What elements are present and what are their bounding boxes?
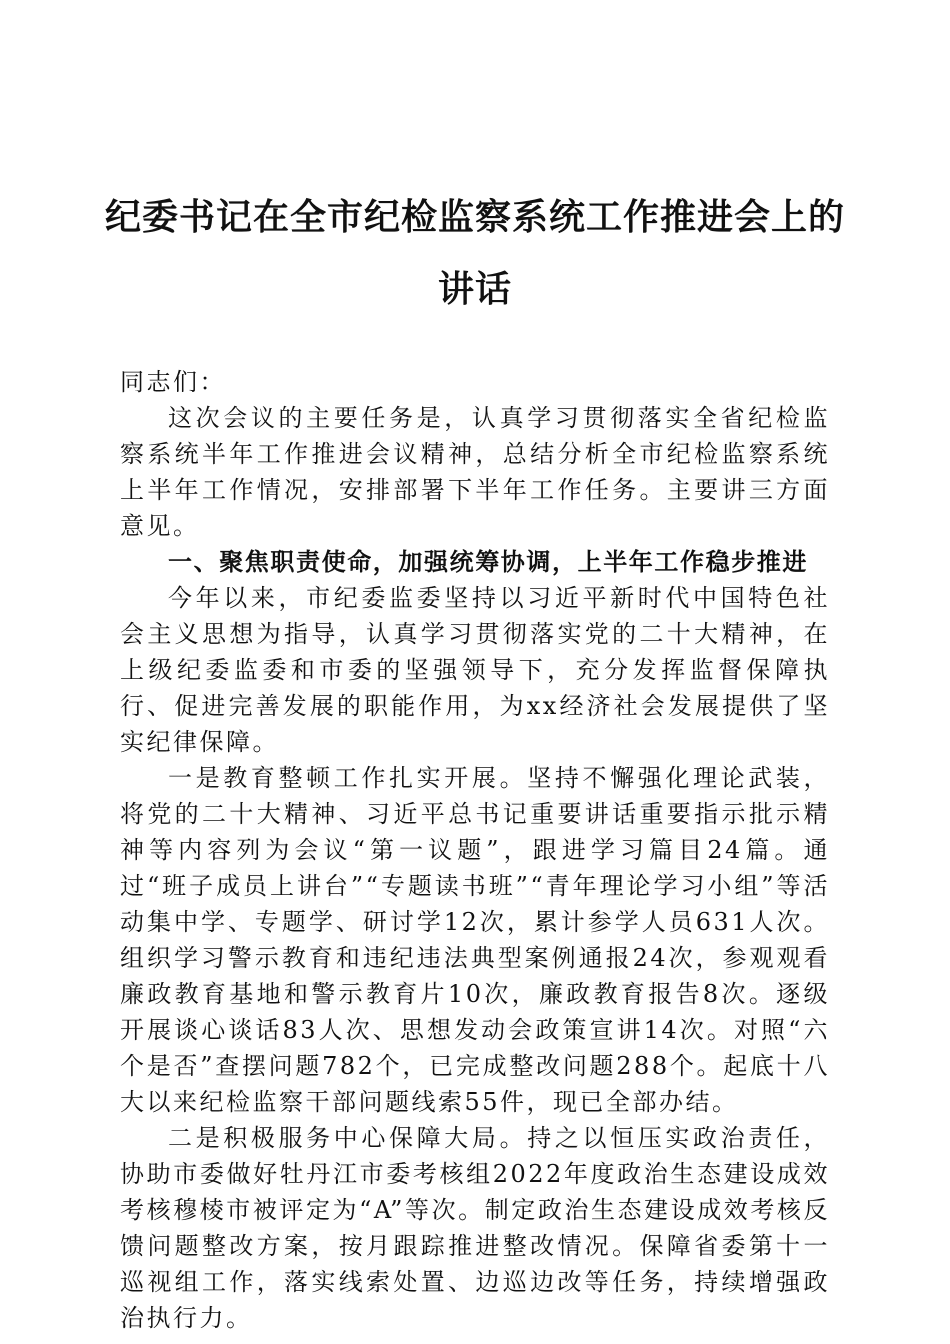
paragraph-overview: 今年以来，市纪委监委坚持以习近平新时代中国特色社会主义思想为指导，认真学习贯彻落实党的二十大精神，在上级纪委监委和市委的坚强领导下，充分发挥监督保障执行、促进完善发展的职能作用，为xx经济社会发展提供了坚实纪律保障。 (120, 584, 830, 756)
section-1-heading: 一、聚焦职责使命，加强统筹协调，上半年工作稳步推进 (168, 548, 808, 576)
paragraph-service-center: 二是积极服务中心保障大局。持之以恒压实政治责任，协助市委做好牡丹江市委考核组2022年度政治生态建设成效考核穆棱市被评定为“A”等次。制定政治生态建设成效考核反馈问题整改方案，按月跟踪推进整改情况。保障省委第十一巡视组工作，落实线索处置、边巡边改等任务，持续增强政治执行力。 (120, 1124, 830, 1332)
document-body (120, 364, 830, 1336)
paragraph-education-rectification: 一是教育整顿工作扎实开展。坚持不懈强化理论武装，将党的二十大精神、习近平总书记重要讲话重要指示批示精神等内容列为会议“第一议题”，跟进学习篇目24篇。通过“班子成员上讲台”“专题读书班”“青年理论学习小组”等活动集中学、专题学、研讨学12次，累计参学人员631人次。组织学习警示教育和违纪违法典型案例通报24次，参观观看廉政教育基地和警示教育片10次，廉政教育报告8次。逐级开展谈心谈话83人次、思想发动会政策宣讲14次。对照“六个是否”查摆问题782个，已完成整改问题288个。起底十八大以来纪检监察干部问题线索55件，现已全部办结。 (120, 764, 830, 1116)
intro-paragraph: 这次会议的主要任务是，认真学习贯彻落实全省纪检监察系统半年工作推进会议精神，总结分析全市纪检监察系统上半年工作情况，安排部署下半年工作任务。主要讲三方面意见。 (120, 404, 830, 540)
salutation: 同志们： (120, 368, 226, 396)
document-title-line-2: 讲话 (437, 269, 512, 310)
document-title-line-1: 纪委书记在全市纪检监察系统工作推进会上的 (104, 197, 845, 238)
